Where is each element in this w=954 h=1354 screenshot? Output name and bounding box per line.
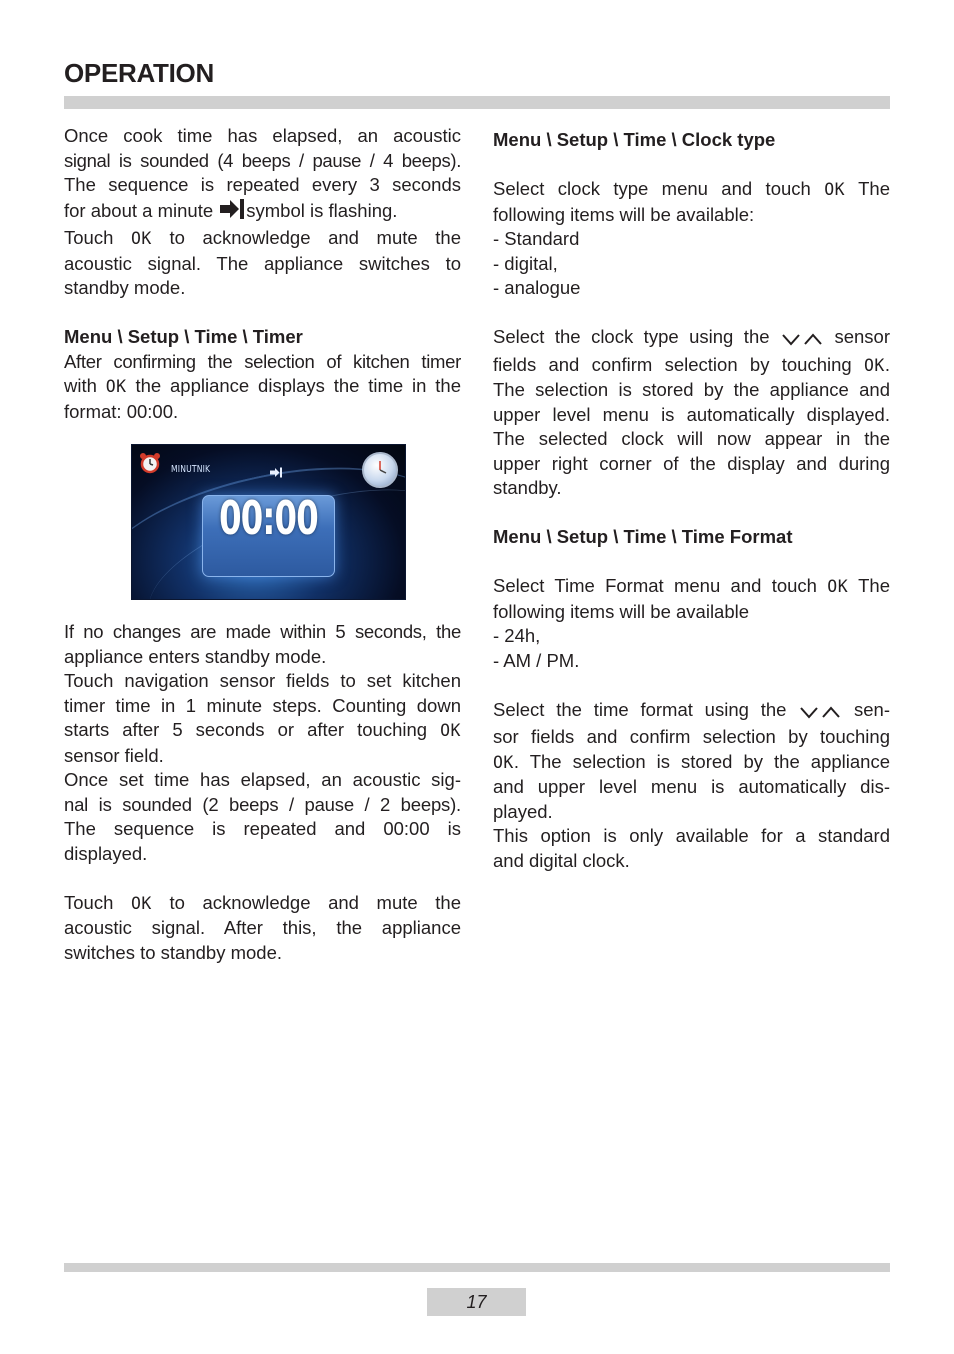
ok-symbol: OK [493,752,514,772]
text-line: Select the time format using the sen- [493,698,890,726]
text-line: OK. The selection is stored by the appliance [493,750,890,772]
text-line: and upper level menu is automatically dis- [493,776,890,797]
text-line: following items will be available [493,600,750,622]
text-line: with OK the appliance displays the time in the [64,375,462,396]
text-line: Select Time Format menu and touch OK The [493,575,890,596]
text-line: appliance enters standby mode. [64,645,327,667]
text-line: and digital clock. [493,849,630,871]
text-line: fields and confirm selection by touching OK. [493,353,890,375]
text-line: Touch navigation sensor fields to set kitchen [64,670,461,691]
text-line: upper right corner of the display and during [493,452,890,474]
chevron-up-icon [821,701,841,726]
text-line: The sequence is repeated and 00:00 is [64,818,461,839]
text-line: Select clock type menu and touch OK The [493,178,890,199]
text-line: Once set time has elapsed, an acoustic sig- [64,769,461,790]
text-line: The sequence is repeated every 3 seconds [64,174,461,195]
ok-symbol: OK [105,377,127,396]
text-line: starts after 5 seconds or after touching OK [64,719,461,740]
text-line: following items will be available: [493,203,755,225]
list-item: - digital, [493,252,558,274]
text-line: If no changes are made within 5 seconds, the [64,621,461,642]
text-line: for about a minute symbol is flashing. [64,198,461,227]
text-line: This option is only available for a standard [493,825,890,846]
page-number: 17 [427,1288,526,1316]
text-line: signal is sounded (4 beeps / pause / 4 beeps). [64,149,461,171]
timer-time-box [202,491,335,577]
analogue-clock-icon [362,452,398,488]
text-line: Once cook time has elapsed, an acoustic [64,125,461,146]
text-line: Touch OK to acknowledge and mute the [64,227,462,248]
list-item: - 24h, [493,625,541,646]
text-line: timer time in 1 minute steps. Counting down [64,694,461,716]
left-column [64,124,461,965]
text-line: sensor field. [64,744,164,766]
text-line: nal is sounded (2 beeps / pause / 2 beeps). [64,793,461,815]
text-line: standby mode. [64,277,186,298]
chevron-down-icon [799,701,819,726]
ok-symbol: OK [130,893,152,913]
chevron-up-icon [803,328,823,353]
screen-label: MINUTNIK [171,464,211,475]
text-line: The selection is stored by the appliance and [493,379,890,400]
right-column [493,128,890,873]
text-line: switches to standby mode. [64,941,282,963]
list-item: - Standard [493,228,580,249]
alarm-clock-icon [139,452,161,481]
ok-symbol: OK [827,577,849,596]
cook-end-symbol-icon [269,460,283,485]
ok-symbol: OK [130,229,152,248]
ok-symbol: OK [440,721,461,740]
timer-display-screenshot [131,444,406,600]
text-line: Select the clock type using the sensor [493,325,890,353]
cook-end-symbol-icon [219,198,245,227]
section-heading-time-format: Menu \ Setup \ Time \ Time Format [493,526,793,547]
text-line: standby. [493,477,562,498]
page-title: OPERATION [64,58,214,88]
text-line: displayed. [64,842,148,864]
text-line: played. [493,800,553,822]
text-line: format: 00:00. [64,400,179,422]
list-item: - AM / PM. [493,649,580,671]
ok-symbol: OK [863,355,885,375]
text-line: acoustic signal. The appliance switches to [64,252,461,274]
footer-rule [64,1263,890,1272]
header-rule [64,96,890,109]
chevron-down-icon [781,328,801,353]
ok-symbol: OK [824,180,846,199]
section-heading-clock-type: Menu \ Setup \ Time \ Clock type [493,129,776,150]
section-heading-timer: Menu \ Setup \ Time \ Timer [64,326,303,347]
timer-time-readout: 00:00 [219,491,318,545]
text-line: After confirming the selection of kitchen timer [64,350,461,372]
list-item: - analogue [493,277,581,298]
text-line: Touch OK to acknowledge and mute the [64,891,462,913]
text-line: The selected clock will now appear in the [493,428,890,449]
text-line: upper level menu is automatically displayed. [493,403,890,425]
text-line: acoustic signal. After this, the appliance [64,917,461,938]
text-line: sor fields and confirm selection by touching [493,726,890,747]
